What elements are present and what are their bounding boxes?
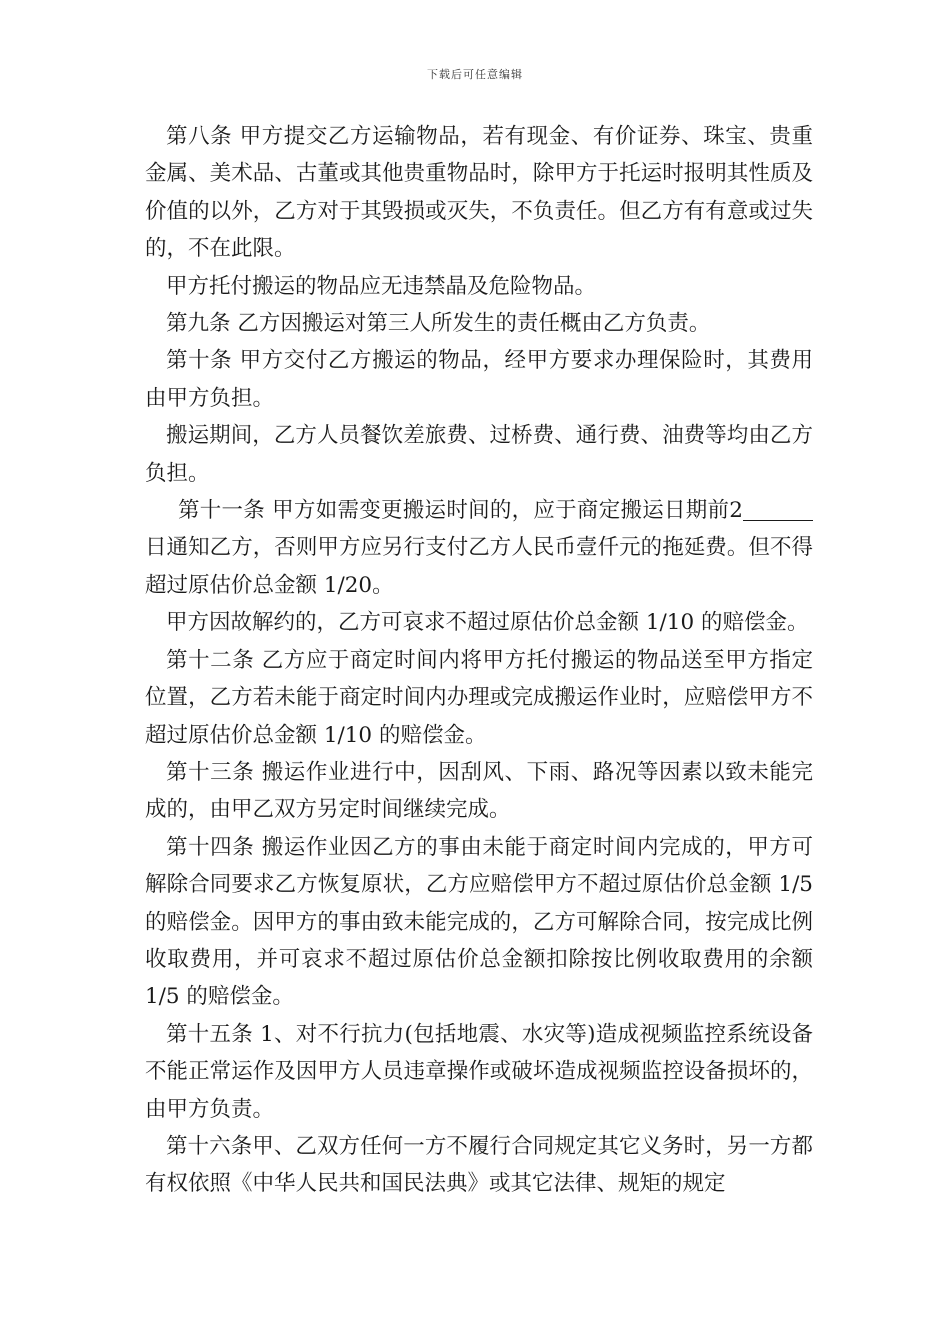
clause-15: 第十五条 1、对不行抗力(包括地震、水灾等)造成视频监控系统设备不能正常运作及因甲方人员违章操作或破坏造成视频监控设备损坏的，由甲方负责。 [145, 1021, 813, 1122]
clause-11-part-a: 第十一条 甲方如需变更搬运时间的，应于商定搬运日期前2 [178, 498, 743, 524]
clause-14: 第十四条 搬运作业因乙方的事由未能于商定时间内完成的，甲方可解除合同要求乙方恢复原状，乙方应赔偿甲方不超过原估价总金额 1/5 的赔偿金。因甲方的事由致未能完成的，乙方可解除合同，按完成比例收取费用，并可哀求不超过原估价总金额扣除按比例收取费用的余额 1/5 的赔偿金。 [145, 834, 813, 1010]
clause-16: 第十六条甲、乙双方任何一方不履行合同规定其它义务时，另一方都有权依照《中华人民共和国民法典》或其它法律、规矩的规定 [145, 1133, 813, 1197]
clause-13: 第十三条 搬运作业进行中，因刮风、下雨、路况等因素以致未能完成的，由甲乙双方另定时间继续完成。 [145, 759, 813, 823]
clause-8: 第八条 甲方提交乙方运输物品，若有现金、有价证券、珠宝、贵重金属、美术品、古董或其他贵重物品时，除甲方于托运时报明其性质及价值的以外，乙方对于其毁损或灭失，不负责任。但乙方有有意或过失的，不在此限。 [145, 124, 813, 262]
page-header: 下载后可任意编辑 [427, 68, 523, 81]
document-body [145, 118, 813, 1203]
fill-in-blank [743, 499, 813, 522]
clause-9: 第九条 乙方因搬运对第三人所发生的责任概由乙方负责。 [166, 311, 711, 337]
clause-11-part-b: 日通知乙方，否则甲方应另行支付乙方人民币壹仟元的拖延费。但不得超过原估价总金额 1/20。 [145, 535, 813, 598]
clause-11-note: 甲方因故解约的，乙方可哀求不超过原估价总金额 1/10 的赔偿金。 [166, 610, 809, 636]
clause-10-note: 搬运期间，乙方人员餐饮差旅费、过桥费、通行费、油费等均由乙方负担。 [145, 423, 813, 486]
clause-12: 第十二条 乙方应于商定时间内将甲方托付搬运的物品送至甲方指定位置，乙方若未能于商定时间内办理或完成搬运作业时，应赔偿甲方不超过原估价总金额 1/10 的赔偿金。 [145, 647, 813, 748]
clause-8-note: 甲方托付搬运的物品应无违禁晶及危险物品。 [166, 273, 597, 299]
clause-10: 第十条 甲方交付乙方搬运的物品，经甲方要求办理保险时，其费用由甲方负担。 [145, 348, 813, 411]
clause-11 [145, 492, 813, 604]
